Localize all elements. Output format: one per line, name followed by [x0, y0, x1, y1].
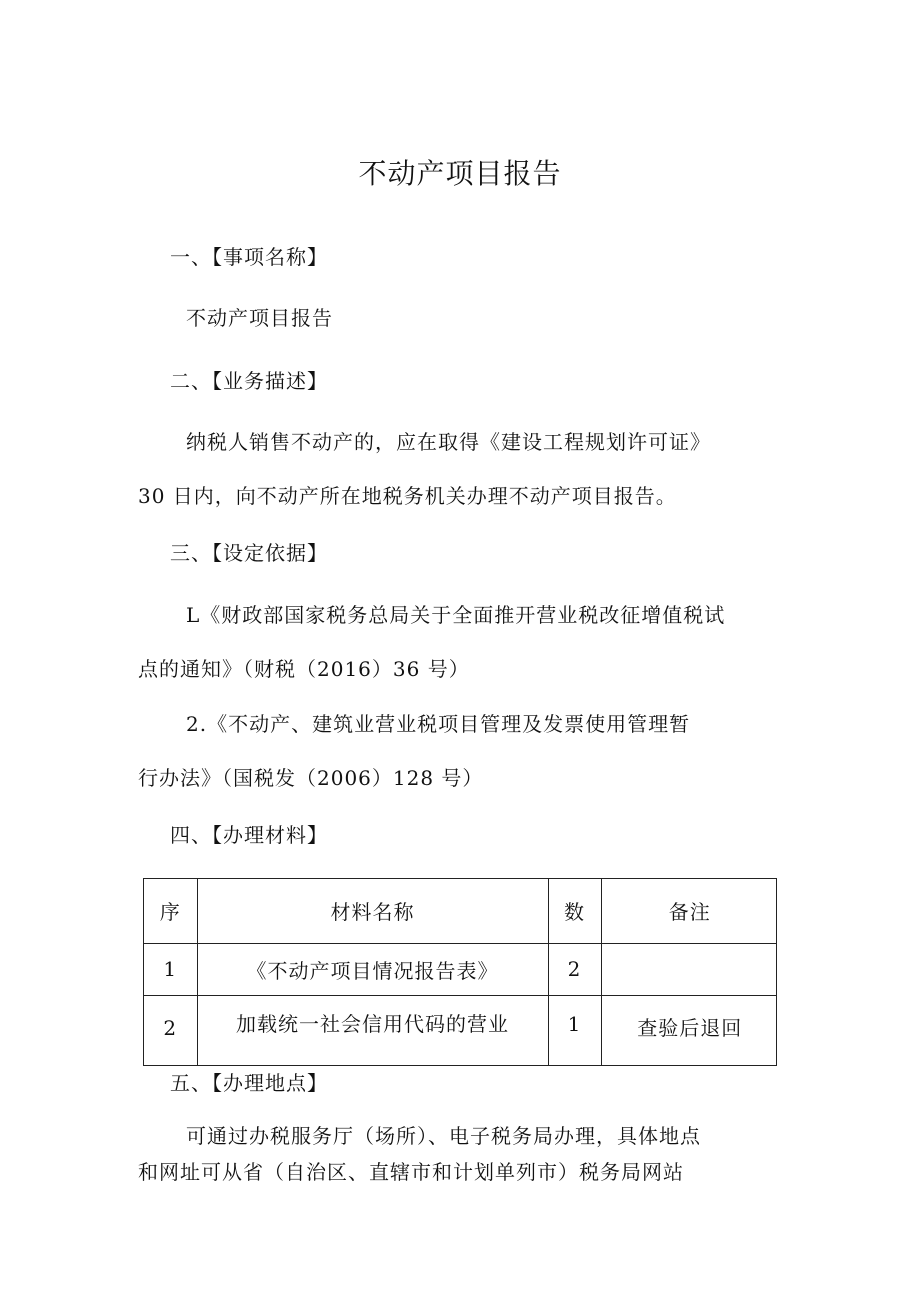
table-cell — [601, 943, 777, 995]
document-title: 不动产项目报告 — [358, 157, 562, 190]
description-paragraph — [138, 415, 788, 523]
section-heading-item-name: 一、【事项名称】 — [170, 245, 328, 269]
materials-table-frame — [143, 878, 777, 1066]
table-row — [144, 943, 777, 995]
basis-paragraph-2 — [138, 697, 788, 805]
paragraph-line: 点的通知》（财税（2016）36 号） — [138, 657, 470, 681]
column-header-material-name: 材料名称 — [197, 879, 548, 943]
location-paragraph — [138, 1118, 788, 1190]
table-cell: 加载统一社会信用代码的营业 — [197, 995, 548, 1066]
table-cell: 《不动产项目情况报告表》 — [197, 943, 548, 995]
paragraph-line: 纳税人销售不动产的，应在取得《建设工程规划许可证》 — [186, 430, 711, 454]
paragraph-line: 和网址可从省（自治区、直辖市和计划单列市）税务局网站 — [138, 1160, 684, 1184]
paragraph-line: 2.《不动产、建筑业营业税项目管理及发票使用管理暂 — [186, 712, 691, 736]
section-heading-materials: 四、【办理材料】 — [170, 823, 328, 847]
paragraph-line: L《财政部国家税务总局关于全面推开营业税改征增值税试 — [186, 603, 726, 627]
paragraph-line: 可通过办税服务厅（场所）、电子税务局办理，具体地点 — [186, 1124, 701, 1148]
item-name-text: 不动产项目报告 — [186, 306, 333, 330]
table-row — [144, 995, 777, 1066]
section-heading-description: 二、【业务描述】 — [170, 369, 328, 393]
column-header-remarks: 备注 — [601, 879, 777, 943]
table-cell: 2 — [144, 995, 197, 1066]
paragraph-line: 30 日内，向不动产所在地税务机关办理不动产项目报告。 — [138, 484, 677, 508]
paragraph-line: 行办法》（国税发（2006）128 号） — [138, 766, 484, 790]
table-cell: 2 — [548, 943, 601, 995]
column-header-seq: 序 — [144, 879, 197, 943]
table-cell: 查验后退回 — [601, 995, 777, 1066]
table-cell: 1 — [144, 943, 197, 995]
section-heading-basis: 三、【设定依据】 — [170, 541, 328, 565]
materials-table — [144, 879, 777, 1066]
basis-paragraph-1 — [138, 588, 788, 696]
column-header-quantity: 数 — [548, 879, 601, 943]
section-heading-location: 五、【办理地点】 — [170, 1071, 328, 1095]
table-header-row — [144, 879, 777, 943]
table-cell: 1 — [548, 995, 601, 1066]
